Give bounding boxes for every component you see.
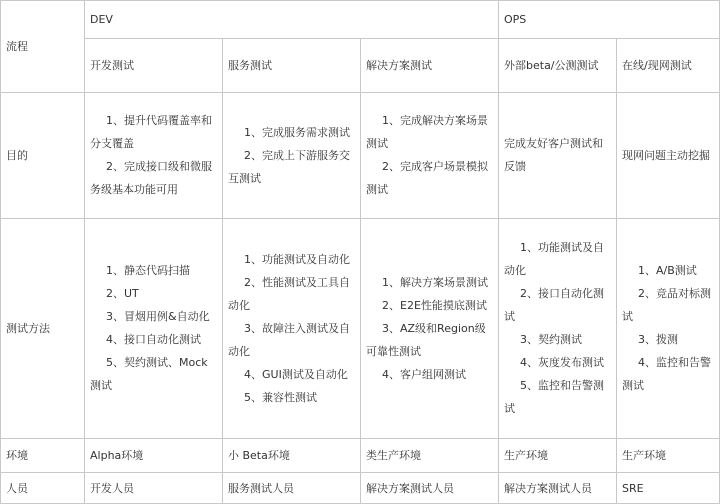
- list-item: 1、完成服务需求测试: [244, 125, 350, 139]
- env-cell-solution: 类生产环境: [366, 448, 421, 462]
- personnel-cell-service: 服务测试人员: [228, 481, 294, 495]
- list-item: 2、完成上下游服务交互测试: [228, 148, 350, 185]
- list-item: 4、接口自动化测试: [106, 333, 201, 346]
- list-item: 完成友好客户测试和反馈: [504, 137, 603, 173]
- personnel-cell-beta: 解决方案测试人员: [504, 481, 592, 495]
- list-item: 3、契约测试: [520, 333, 582, 346]
- env-cell-service: 小 Beta环境: [228, 448, 290, 462]
- group-header-dev: DEV: [90, 12, 113, 26]
- personnel-cell-online: SRE: [622, 481, 644, 495]
- stage-header-beta-test: 外部beta/公测测试: [504, 58, 599, 72]
- method-cell-service: [222, 218, 360, 438]
- list-item: 4、客户组网测试: [382, 367, 466, 381]
- stage-header-service-test: 服务测试: [228, 58, 272, 72]
- list-item: 3、冒烟用例&自动化: [106, 310, 210, 323]
- purpose-cell-solution: [360, 92, 498, 218]
- method-cell-dev: [84, 218, 222, 438]
- row-label-purpose: 目的: [6, 148, 28, 162]
- row-label-process: 流程: [6, 39, 28, 53]
- env-cell-beta: 生产环境: [504, 448, 548, 462]
- purpose-cell-service: [222, 92, 360, 218]
- purpose-cell-beta: [498, 92, 616, 218]
- env-cell-online: 生产环境: [622, 448, 666, 462]
- purpose-cell-dev: [84, 92, 222, 218]
- list-item: 5、监控和告警测试: [504, 379, 604, 415]
- list-item: 2、E2E性能摸底测试: [382, 298, 487, 312]
- list-item: 5、契约测试、Mock测试: [90, 356, 208, 392]
- list-item: 3、拨测: [638, 333, 678, 346]
- personnel-cell-solution: 解决方案测试人员: [366, 481, 454, 495]
- table-border: [0, 0, 720, 1]
- env-cell-dev: Alpha环境: [90, 448, 144, 462]
- row-label-method: 测试方法: [6, 321, 50, 335]
- list-item: 2、性能测试及工具自动化: [228, 275, 350, 312]
- stage-header-online-test: 在线/现网测试: [622, 58, 692, 72]
- list-item: 4、监控和告警测试: [622, 356, 711, 392]
- list-item: 2、完成接口级和微服务级基本功能可用: [90, 160, 212, 196]
- list-item: 4、灰度发布测试: [520, 356, 604, 369]
- method-cell-online: [616, 218, 720, 438]
- purpose-cell-online: [616, 92, 720, 218]
- list-item: 3、AZ级和Region级可靠性测试: [366, 321, 486, 358]
- list-item: 2、UT: [106, 287, 139, 300]
- table-border: [360, 38, 361, 504]
- list-item: 2、完成客户场景模拟测试: [366, 160, 488, 196]
- table-border: [498, 0, 499, 504]
- list-item: 现网问题主动挖掘: [622, 148, 710, 162]
- list-item: 1、完成解决方案场景测试: [366, 114, 488, 150]
- method-cell-solution: [360, 218, 498, 438]
- stage-header-solution-test: 解决方案测试: [366, 58, 432, 72]
- list-item: 3、故障注入测试及自动化: [228, 321, 350, 358]
- table-border: [0, 0, 1, 504]
- row-label-personnel: 人员: [6, 481, 28, 495]
- table-border: [616, 38, 617, 504]
- list-item: 5、兼容性测试: [244, 390, 317, 404]
- table-border: [84, 38, 720, 39]
- row-label-environment: 环境: [6, 448, 28, 462]
- list-item: 1、功能测试及自动化: [244, 252, 350, 266]
- method-cell-beta: [498, 218, 616, 438]
- list-item: 1、提升代码覆盖率和分支覆盖: [90, 114, 212, 150]
- list-item: 2、竞品对标测试: [622, 287, 711, 323]
- table-border: [222, 38, 223, 504]
- group-header-ops: OPS: [504, 12, 527, 26]
- list-item: 1、解决方案场景测试: [382, 275, 488, 289]
- list-item: 1、静态代码扫描: [106, 264, 190, 277]
- list-item: 4、GUI测试及自动化: [244, 367, 348, 381]
- personnel-cell-dev: 开发人员: [90, 481, 134, 495]
- list-item: 1、A/B测试: [638, 264, 697, 277]
- table-border: [84, 0, 85, 504]
- stage-header-dev-test: 开发测试: [90, 58, 134, 72]
- list-item: 1、功能测试及自动化: [504, 241, 604, 277]
- list-item: 2、接口自动化测试: [504, 287, 604, 323]
